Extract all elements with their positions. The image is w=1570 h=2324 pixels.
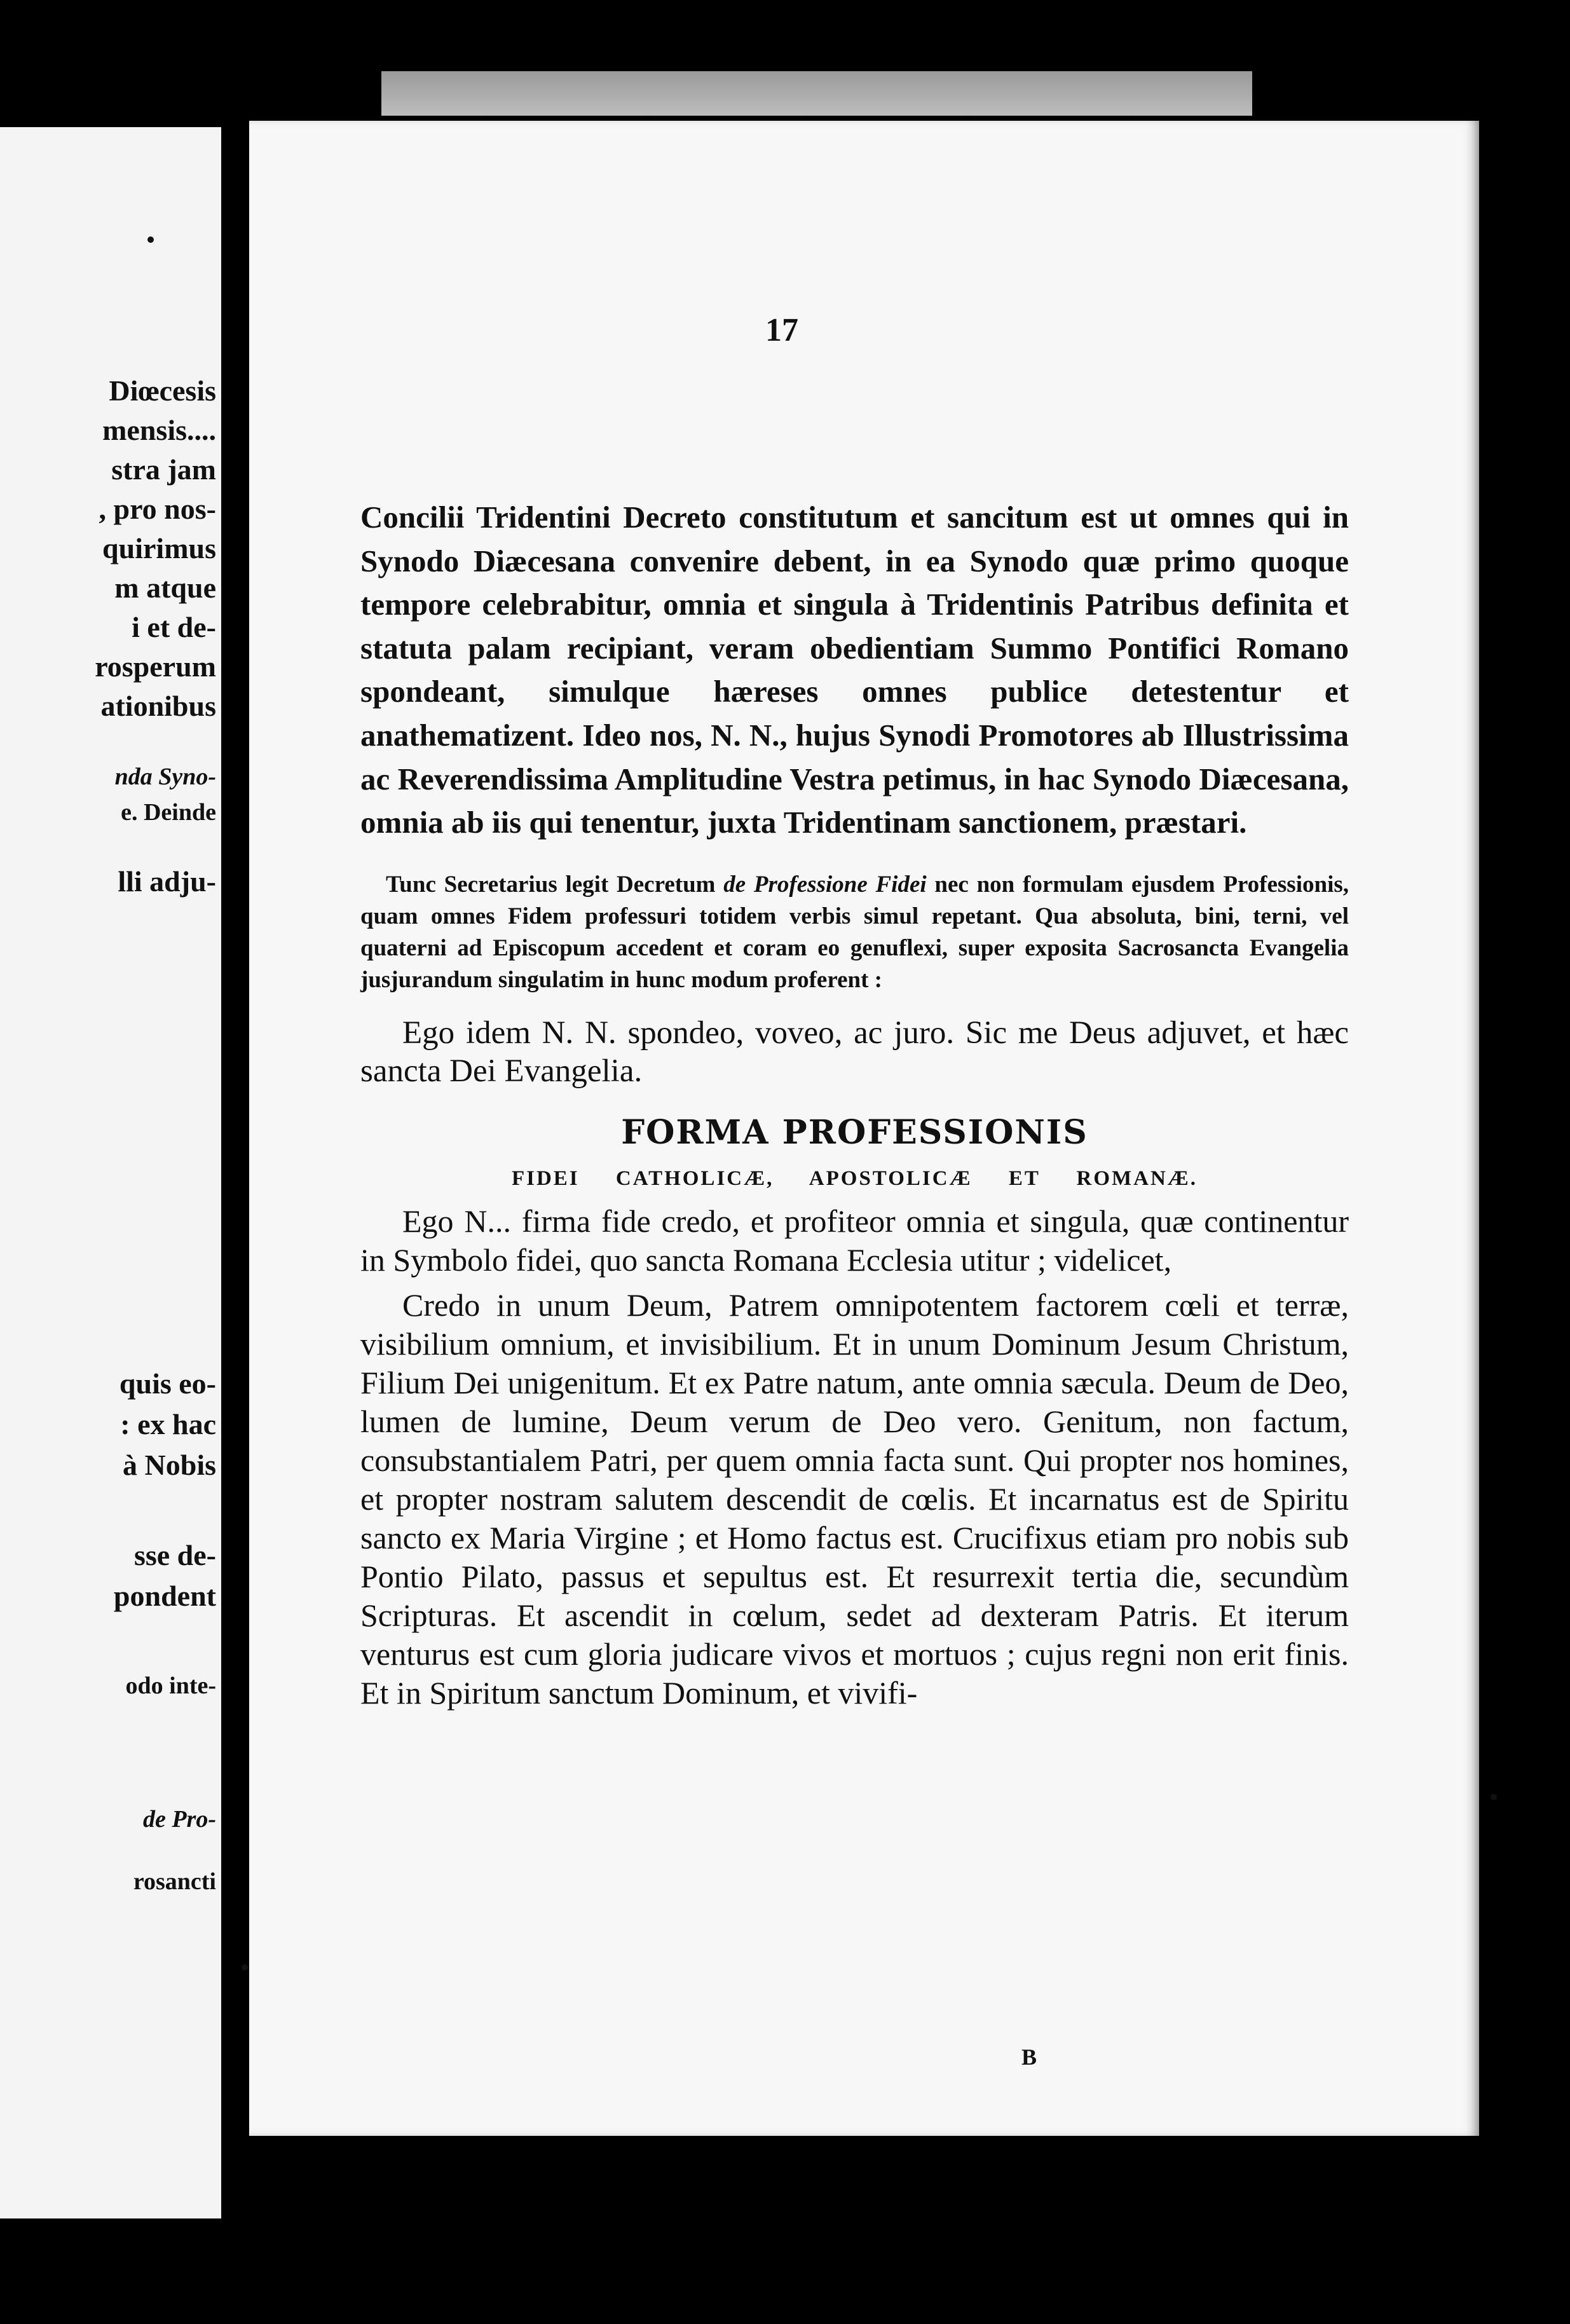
page-number: 17 [765,312,798,348]
facing-line: Diœcesis [109,374,216,407]
facing-line: sse de- [133,1539,216,1571]
facing-line: rosperum [95,650,216,683]
margin-dot [1491,1794,1497,1800]
facing-line: stra jam [111,453,216,486]
facing-line: quirimus [102,532,216,564]
scan-top-strip [381,71,1252,116]
margin-dot [242,1964,248,1971]
facing-line: nda Syno- [114,763,216,790]
facing-line: odo inte- [125,1672,216,1699]
page-text [360,496,1349,1712]
facing-line: de Pro- [142,1806,216,1833]
facing-line: à Nobis [123,1449,216,1481]
facing-line: rosancti [133,1868,216,1895]
main-page [249,121,1479,2136]
facing-line: , pro nos- [99,493,216,525]
facing-page-fragment [0,127,221,2218]
facing-line: mensis.... [102,414,216,446]
rubric-paragraph [360,869,1349,996]
facing-line: lli adju- [118,865,216,898]
creed-paragraph: Credo in unum Deum, Patrem omnipotentem factorem cœli et terræ, visibilium omnium, et invisibilium. Et in unum Dominum Jesum Christum, Filium Dei unigenitum. Et ex Patre natum, ante omnia sæcula. Deum de Deo, lumen de lumine, Deum verum de Deo vero. Genitum, non factum, consubstantialem Patri, per quem omnia facta sunt. Qui propter nos homines, et propter nostram salutem descendit de cœlis. Et incarnatus est de Spiritu sancto ex Maria Virgine ; et Homo factus est. Crucifixus etiam pro nobis sub Pontio Pilato, passus et sepultus est. Et resurrexit tertia die, secundùm Scripturas. Et ascendit in cœlum, sedet ad dexteram Patris. Et iterum venturus est cum gloria judicare vivos et mortuos ; cujus regni non erit finis. Et in Spiritum sanctum Dominum, et vivifi- [360,1287,1349,1711]
rubric-italic: de Professione Fidei [723,871,927,898]
rubric-text: nec non formulam ejusdem Professionis, quam omnes Fidem professuri totidem verbis simul repetant. Qua absoluta, bini, terni, vel quaterni ad Episcopum accedent et coram eo genuflexi, super exposita Sacrosancta Evangelia jusjurandum singulatim in hunc modum proferent : [360,871,1349,993]
facing-line: quis eo- [119,1367,216,1400]
margin-dot [147,236,154,243]
oath-paragraph: Ego idem N. N. spondeo, voveo, ac juro. Sic me Deus adjuvet, et hæc sancta Dei Evangelia. [360,1015,1349,1089]
section-heading: FORMA PROFESSIONIS [621,1112,1088,1152]
facing-line: i et de- [132,611,216,643]
facing-line: m atque [114,571,216,604]
section-subheading: FIDEI CATHOLICÆ, APOSTOLICÆ ET ROMANÆ. [511,1166,1198,1190]
signature-mark: B [1021,2044,1037,2070]
facing-line: ationibus [100,690,216,722]
facing-line: : ex hac [120,1408,216,1440]
rubric-text: Tunc Secretarius legit Decretum [386,871,724,898]
facing-line: pondent [113,1580,216,1612]
decree-paragraph: Concilii Tridentini Decreto constitutum et sancitum est ut omnes qui in Synodo Diæcesana convenire debent, in ea Synodo quæ primo quoque tempore celebrabitur, omnia et singula à Tridentinis Patribus definita et statuta palam recipiant, veram obedientiam Summo Pontifici Romano spondeant, simulque hæreses omnes publice detestentur et anathematizent. Ideo nos, N. N., hujus Synodi Promotores ab Illustrissima ac Reverendissima Amplitudine Vestra petimus, in hac Synodo Diæcesana, omnia ab iis qui tenentur, juxta Tridentinam sanctionem, præstari. [360,500,1349,840]
facing-line: e. Deinde [121,799,216,826]
creed-intro-paragraph: Ego N... firma fide credo, et profiteor omnia et singula, quæ continentur in Symbolo fidei, quo sancta Romana Ecclesia utitur ; videlicet, [360,1203,1349,1278]
